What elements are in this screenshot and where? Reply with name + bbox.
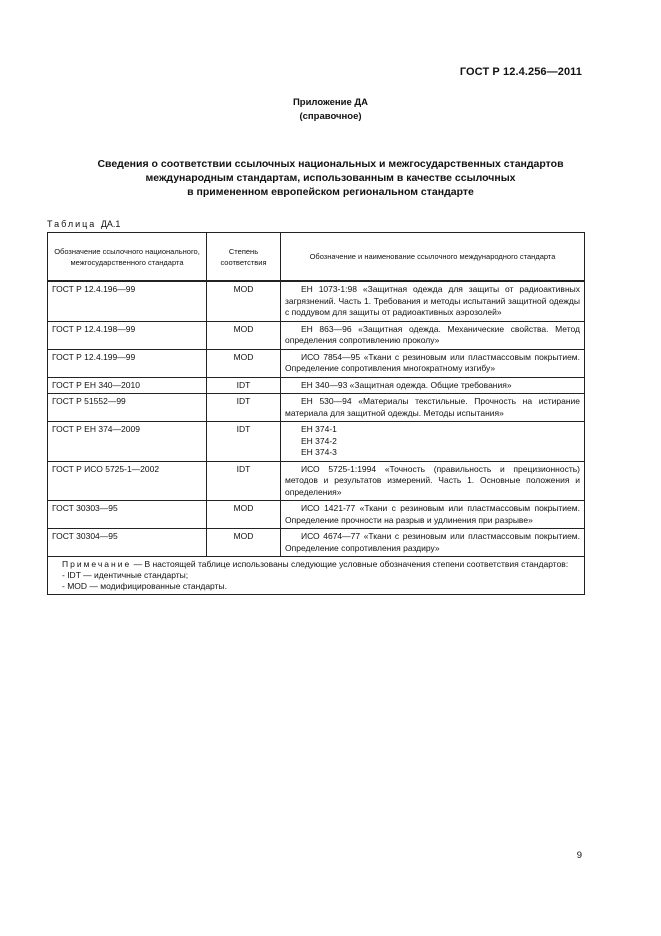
cell-degree: MOD (207, 321, 281, 349)
appendix-heading (0, 96, 661, 124)
reference-line: ЕН 374-2 (301, 435, 337, 446)
appendix-type: (справочное) (299, 111, 362, 122)
cell-standard: ГОСТ Р 12.4.199—99 (48, 349, 207, 377)
cell-reference (281, 422, 585, 462)
table-label-word: Таблица (47, 219, 97, 229)
page-number: 9 (576, 850, 582, 861)
column-header-degree: Степень соответствия (207, 233, 281, 282)
cell-standard: ГОСТ 30304—95 (48, 529, 207, 557)
cell-reference (281, 321, 585, 349)
reference-line: ЕН 374-1 (301, 424, 337, 434)
column-header-standard: Обозначение ссылочного национального, межгосударственного стандарта (48, 233, 207, 282)
reference-text: ЕН 340—93 «Защитная одежда. Общие требования» (301, 379, 512, 390)
title-line: международным стандартам, использованным в качестве ссылочных (145, 172, 516, 184)
reference-text: ИСО 5725-1:1994 «Точность (правильность и прецизионность) методов и результатов измерений. Часть 1. Основные положения и определения» (285, 463, 580, 497)
cell-degree: MOD (207, 281, 281, 321)
cell-reference (281, 529, 585, 557)
table-note-row (48, 557, 585, 595)
cell-reference (281, 349, 585, 377)
reference-text: ЕН 863—96 «Защитная одежда. Механические свойства. Метод определения сопротивлению проколу» (285, 323, 580, 345)
cell-reference (281, 501, 585, 529)
table-row (48, 422, 585, 462)
cell-standard: ГОСТ 30303—95 (48, 501, 207, 529)
title-line: в примененном европейском региональном стандарте (187, 186, 474, 198)
cell-reference (281, 461, 585, 501)
cell-degree: IDT (207, 422, 281, 462)
appendix-title: Приложение ДА (292, 97, 369, 108)
reference-text: ИСО 1421-77 «Ткани с резиновым или пластмассовым покрытием. Определение прочности на разрыв и удлинения при разрыве» (285, 503, 580, 525)
column-header-reference: Обозначение и наименование ссылочного международного стандарта (281, 233, 585, 282)
table-row (48, 349, 585, 377)
table-row (48, 394, 585, 422)
cell-reference (281, 377, 585, 394)
cell-degree: IDT (207, 377, 281, 394)
cell-standard: ГОСТ Р 12.4.196—99 (48, 281, 207, 321)
cell-standard: ГОСТ Р ИСО 5725-1—2002 (48, 461, 207, 501)
cell-degree: MOD (207, 349, 281, 377)
table-row (48, 281, 585, 321)
cell-standard: ГОСТ Р ЕН 340—2010 (48, 377, 207, 394)
note-item: - MOD — модифицированные стандарты. (62, 581, 227, 591)
table-label (47, 219, 120, 229)
cell-standard: ГОСТ Р 51552—99 (48, 394, 207, 422)
cell-reference (281, 281, 585, 321)
table-row (48, 461, 585, 501)
section-title (40, 157, 621, 199)
table-note (48, 557, 585, 595)
cell-degree: IDT (207, 394, 281, 422)
title-line: Сведения о соответствии ссылочных национальных и межгосударственных стандартов (97, 158, 564, 170)
reference-text: ИСО 4674—77 «Ткани с резиновым или пластмассовым покрытием. Определение сопротивления раздиру» (285, 531, 580, 553)
cell-degree: IDT (207, 461, 281, 501)
cell-degree: MOD (207, 529, 281, 557)
table-row (48, 529, 585, 557)
cell-standard: ГОСТ Р ЕН 374—2009 (48, 422, 207, 462)
cell-standard: ГОСТ Р 12.4.198—99 (48, 321, 207, 349)
table-row (48, 501, 585, 529)
reference-text: ЕН 1073-1:98 «Защитная одежда для защиты от радиоактивных загрязнений. Часть 1. Требования и методы испытаний защитной одежды с поддувом для защиты от радиоактивных аэрозолей» (285, 284, 580, 317)
cell-degree: MOD (207, 501, 281, 529)
table-row (48, 377, 585, 394)
note-text: — В настоящей таблице использованы следующие условные обозначения степени соответствия стандартов: (133, 559, 569, 569)
table-row (48, 321, 585, 349)
reference-text: ИСО 7854—95 «Ткани с резиновым или пластмассовым покрытием. Определение сопротивления многократному изгибу» (285, 351, 580, 373)
note-item: - IDT — идентичные стандарты; (62, 570, 189, 580)
table-label-number: ДА.1 (100, 219, 121, 229)
reference-line: ЕН 374-3 (301, 447, 337, 457)
document-code: ГОСТ Р 12.4.256—2011 (459, 66, 582, 78)
table-header-row (48, 233, 585, 282)
cell-reference (281, 394, 585, 422)
reference-text: ЕН 530—94 «Материалы текстильные. Прочность на истирание материала для защитной одежды. Методы испытания» (285, 396, 580, 418)
note-lead: Примечание (62, 559, 132, 569)
correspondence-table (47, 232, 585, 595)
